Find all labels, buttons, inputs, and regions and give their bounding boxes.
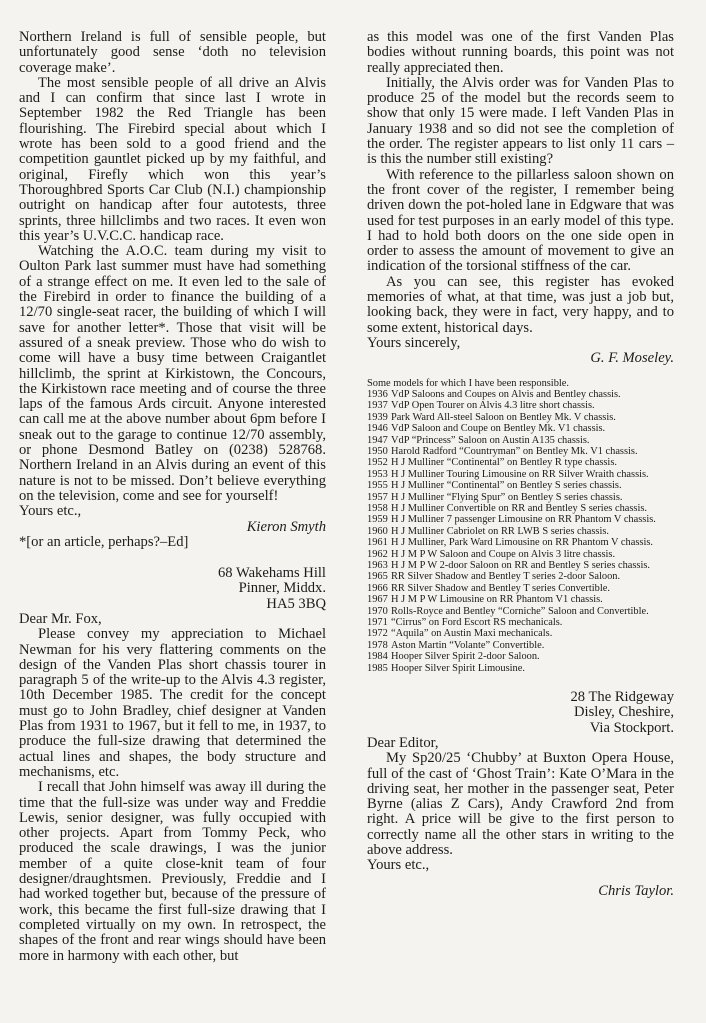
letter-kieron-smyth bbox=[19, 30, 326, 550]
paragraph: With reference to the pillarless saloon shown on the front cover of the register, I remember being driven down the pot-holed lane in Edgware that was used for test purposes in an early model of this type. I had to hold both doors on the one side open in order to assess the amount of movement to give an indication of the torsional stiffness of the car. bbox=[367, 166, 674, 275]
model-list-item bbox=[367, 423, 674, 434]
model-list-item bbox=[367, 537, 674, 548]
model-list-item bbox=[367, 480, 674, 491]
model-description: H J Mulliner “Continental” on Bentley R type chassis. bbox=[391, 457, 617, 469]
left-column bbox=[19, 30, 326, 964]
model-year: 1937 bbox=[367, 400, 388, 412]
model-year: 1985 bbox=[367, 662, 388, 674]
model-list-item bbox=[367, 606, 674, 617]
salutation: Dear Editor, bbox=[367, 734, 439, 751]
model-description: H J M P W Limousine on RR Phantom V1 chassis. bbox=[391, 594, 603, 606]
model-year: 1962 bbox=[367, 548, 388, 560]
model-description: VdP Saloons and Coupes on Alvis and Bentley chassis. bbox=[391, 388, 621, 400]
address-line: Via Stockport. bbox=[589, 719, 674, 736]
paragraph: As you can see, this register has evoked memories of what, at that time, was just a job but, looking back, they were in fact, very happy, and to some extent, historical days. bbox=[367, 273, 674, 336]
model-list-item bbox=[367, 514, 674, 525]
model-description: H J Mulliner “Flying Spur” on Bentley S series chassis. bbox=[391, 491, 623, 503]
signature: Kieron Smyth bbox=[246, 518, 326, 535]
model-description: Aston Martin “Volante” Convertible. bbox=[391, 639, 545, 651]
model-year: 1955 bbox=[367, 480, 388, 492]
model-list-item bbox=[367, 412, 674, 423]
sender-address bbox=[19, 566, 326, 612]
paragraph: Please convey my appreciation to Michael Newman for his very flattering comments on the design of the Vanden Plas short chassis tourer in paragraph 5 of the write-up to the Alvis 4.3 register, 10th December 1985. The credit for the concept must go to John Bradley, chief designer at Vanden Plas from 1931 to 1967, but it fell to me, in 1937, to produce the full-size drawing that determined the actual lines and shapes, the body structure and mechanisms, etc. bbox=[19, 626, 326, 780]
address-line: 68 Wakehams Hill bbox=[218, 565, 326, 582]
model-year: 1972 bbox=[367, 628, 388, 640]
closing: Yours etc., bbox=[19, 503, 82, 520]
models-heading: Some models for which I have been responsible. bbox=[367, 377, 569, 389]
closing: Yours etc., bbox=[367, 857, 430, 874]
closing: Yours sincerely, bbox=[367, 334, 461, 351]
model-list-item bbox=[367, 526, 674, 537]
model-description: VdP “Princess” Saloon on Austin A135 chassis. bbox=[391, 434, 590, 446]
model-description: RR Silver Shadow and Bentley T series Convertible. bbox=[391, 582, 610, 594]
model-year: 1950 bbox=[367, 445, 388, 457]
model-description: H J M P W 2-door Saloon on RR and Bentley S series chassis. bbox=[391, 560, 650, 572]
model-year: 1939 bbox=[367, 411, 388, 423]
model-list-item bbox=[367, 617, 674, 628]
model-year: 1984 bbox=[367, 651, 388, 663]
model-list-item bbox=[367, 663, 674, 674]
model-description: Hooper Silver Spirit Limousine. bbox=[391, 662, 525, 674]
model-list-item bbox=[367, 400, 674, 411]
address-line: Disley, Cheshire, bbox=[574, 704, 674, 721]
address-line: Pinner, Middx. bbox=[238, 580, 326, 597]
paragraph: Initially, the Alvis order was for Vanden Plas to produce 25 of the model but the records seem to show that only 15 were made. I left Vanden Plas in January 1938 and so did not see the completion of the order. The register appears to list only 11 cars – is this the number still existing? bbox=[367, 74, 674, 168]
model-list-item bbox=[367, 457, 674, 468]
model-description: RR Silver Shadow and Bentley T series 2-door Saloon. bbox=[391, 571, 621, 583]
model-year: 1936 bbox=[367, 388, 388, 400]
model-year: 1961 bbox=[367, 537, 388, 549]
model-description: Park Ward All-steel Saloon on Bentley Mk. V chassis. bbox=[391, 411, 616, 423]
model-list-item bbox=[367, 594, 674, 605]
signature: G. F. Moseley. bbox=[590, 350, 674, 367]
model-description: H J Mulliner 7 passenger Limousine on RR Phantom V chassis. bbox=[391, 514, 656, 526]
letter-chris-taylor bbox=[367, 690, 674, 899]
model-year: 1978 bbox=[367, 639, 388, 651]
sender-address bbox=[367, 690, 674, 736]
paragraph: Watching the A.O.C. team during my visit to Oulton Park last summer must have had something of a strange effect on me. It even led to the sale of the Firebird in order to finance the building of a 12/70 single-seat racer, the building of which I will save for another letter*. Those that visit will be assured of a sneak preview. Those who do wish to come will have a busy time between Craigantlet hillclimb, the sprint at Kirkistown, the Concours, the Kirkistown race meeting and of course the three laps of the famous Ards circuit. Anyone interested can call me at the above number about 6pm before I sneak out to the garage to continue 12/70 assembly, or phone Desmond Batley on (0238) 528768. Northern Ireland in an Alvis during an event of this nature is not to be missed. Don’t believe everything on the television, come and see for yourself! bbox=[19, 243, 326, 504]
letter-moseley bbox=[19, 566, 326, 964]
model-year: 1971 bbox=[367, 617, 388, 629]
model-list-item bbox=[367, 560, 674, 571]
model-list-item bbox=[367, 446, 674, 457]
model-year: 1947 bbox=[367, 434, 388, 446]
model-list-item bbox=[367, 469, 674, 480]
model-year: 1963 bbox=[367, 560, 388, 572]
address-line: HA5 3BQ bbox=[266, 595, 326, 612]
model-description: H J Mulliner “Continental” on Bentley S series chassis. bbox=[391, 480, 622, 492]
model-list-item bbox=[367, 503, 674, 514]
model-year: 1952 bbox=[367, 457, 388, 469]
model-year: 1946 bbox=[367, 423, 388, 435]
model-list-item bbox=[367, 435, 674, 446]
model-list-item bbox=[367, 571, 674, 582]
model-year: 1958 bbox=[367, 503, 388, 514]
model-description: H J M P W Saloon and Coupe on Alvis 3 litre chassis. bbox=[391, 548, 616, 560]
paragraph: Northern Ireland is full of sensible people, but unfortunately good sense ‘doth no television coverage make’. bbox=[19, 29, 326, 76]
model-description: VdP Open Tourer on Alvis 4.3 litre short chassis. bbox=[391, 400, 595, 412]
paragraph: My Sp20/25 ‘Chubby’ at Buxton Opera House, full of the cast of ‘Ghost Train’: Kate O’Mara in the driving seat, her mother in the passenger seat, Peter Byrne (alias Z Cars), Andy Crawford 2nd from right. A price will be give to the first person to correctly name all the other stars in writing to the above address. bbox=[367, 750, 674, 859]
model-year: 1959 bbox=[367, 514, 388, 526]
signature: Chris Taylor. bbox=[598, 882, 674, 899]
model-year: 1967 bbox=[367, 594, 388, 606]
model-description: H J Mulliner Convertible on RR and Bentley S series chassis. bbox=[391, 503, 647, 514]
model-description: “Aquila” on Austin Maxi mechanicals. bbox=[391, 628, 553, 640]
model-year: 1970 bbox=[367, 605, 388, 617]
model-list-item bbox=[367, 628, 674, 639]
model-description: Harold Radford “Countryman” on Bentley Mk. V1 chassis. bbox=[391, 445, 638, 457]
model-description: “Cirrus” on Ford Escort RS mechanicals. bbox=[391, 617, 563, 629]
editor-note: *[or an article, perhaps?–Ed] bbox=[19, 533, 189, 550]
model-year: 1966 bbox=[367, 582, 388, 594]
right-column bbox=[367, 30, 674, 899]
paragraph: The most sensible people of all drive an Alvis and I can confirm that since last I wrote in September 1982 the Red Triangle has been flourishing. The Firebird special about which I wrote has been sold to a good friend and the competition gauntlet picked up by my faithful, and original, Firefly which won this year’s Thoroughbred Sports Car Club (N.I.) championship outright on handicap after four autotests, three sprints, three hillclimbs and two races. It even won this year’s U.V.C.C. handicap race. bbox=[19, 74, 326, 244]
model-description: H J Mulliner Cabriolet on RR LWB S series chassis. bbox=[391, 525, 609, 537]
models-list bbox=[367, 378, 674, 675]
model-description: Rolls-Royce and Bentley “Corniche” Saloon and Convertible. bbox=[391, 605, 649, 617]
salutation: Dear Mr. Fox, bbox=[19, 610, 102, 627]
models-items bbox=[367, 389, 674, 674]
model-year: 1957 bbox=[367, 491, 388, 503]
model-list-item bbox=[367, 583, 674, 594]
address-line: 28 The Ridgeway bbox=[570, 689, 674, 706]
letter-moseley-continued bbox=[367, 30, 674, 674]
model-year: 1960 bbox=[367, 525, 388, 537]
paragraph: I recall that John himself was away ill during the time that the full-size was under way and Freddie Lewis, senior designer, was fully occupied with other projects. Apart from Tommy Peck, who produced the scale drawings, I was the junior member of a quite close-knit team of four designer/draughtsmen. Previously, Freddie and I had worked together but, because of the pressure of work, this became the first full-size drawing that I completed virtually on my own. In retrospect, the shapes of the front and rear wings should have been more in harmony with each other, but bbox=[19, 779, 326, 964]
model-description: H J Mulliner, Park Ward Limousine on RR Phantom V chassis. bbox=[391, 537, 653, 549]
model-year: 1965 bbox=[367, 571, 388, 583]
model-year: 1953 bbox=[367, 468, 388, 480]
model-description: Hooper Silver Spirit 2-door Saloon. bbox=[391, 651, 540, 663]
model-list-item bbox=[367, 492, 674, 503]
model-description: H J Mulliner Touring Limousine on RR Silver Wraith chassis. bbox=[391, 468, 649, 480]
model-list-item bbox=[367, 389, 674, 400]
model-list-item bbox=[367, 549, 674, 560]
paragraph: as this model was one of the first Vanden Plas bodies without running boards, this point was not really appreciated then. bbox=[367, 29, 674, 76]
model-description: VdP Saloon and Coupe on Bentley Mk. V1 chassis. bbox=[391, 423, 606, 435]
model-list-item bbox=[367, 651, 674, 662]
model-list-item bbox=[367, 640, 674, 651]
